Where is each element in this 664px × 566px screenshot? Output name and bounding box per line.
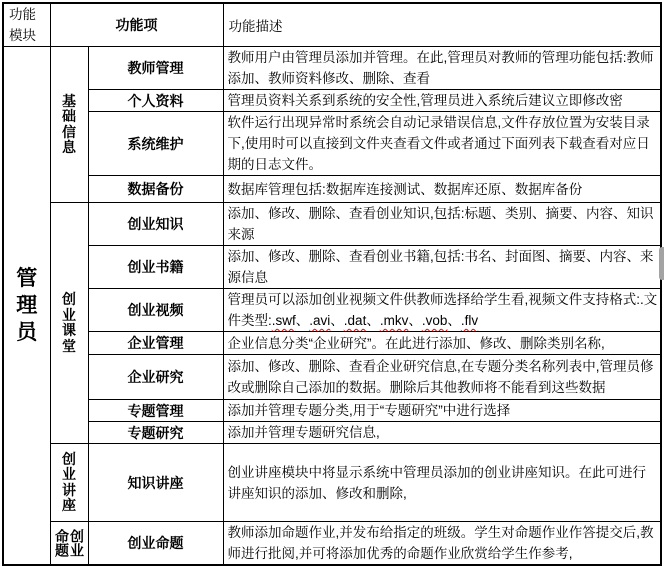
file-extension-swf: .swf — [271, 313, 296, 328]
header-cell-item — [50, 3, 223, 47]
row-teacher-management — [3, 47, 661, 90]
extension-separator: 、 — [408, 313, 422, 328]
module-cell-admin — [3, 47, 50, 566]
row-system-maintenance — [3, 112, 661, 176]
item-teacher-management: 教师管理 — [88, 47, 223, 90]
item-entrepreneurship-books: 创业书籍 — [88, 246, 223, 289]
file-extension-vob: .vob — [421, 313, 448, 328]
scrollbar-thumb[interactable] — [659, 247, 664, 280]
extension-separator: 、 — [330, 313, 344, 328]
video-desc-prefix: 管理员可以添加创业视频文件供教师选择给学生看,视频文件支持格式:.文件类型: — [227, 292, 658, 328]
row-entrepreneurship-knowledge — [3, 203, 661, 246]
group-cell-entrepreneurship-classroom — [50, 203, 88, 444]
item-enterprise-research: 企业研究 — [88, 355, 223, 400]
file-extension-mkv: .mkv — [379, 313, 409, 328]
desc-enterprise-research: 添加、修改、删除、查看企业研究信息,在专题分类名称列表中,管理员修改或删除自己添加的数据。删除后其他教师将不能看到这些数据 — [223, 355, 661, 400]
desc-entrepreneurship-videos — [223, 289, 661, 332]
item-entrepreneurship-videos: 创业视频 — [88, 289, 223, 332]
row-enterprise-management — [3, 332, 661, 355]
file-extension-avi: .avi — [309, 313, 331, 328]
row-entrepreneurship-assignments — [3, 522, 661, 566]
file-extension-flv: .flv — [460, 313, 479, 328]
extension-separator: 、 — [295, 313, 310, 328]
desc-entrepreneurship-knowledge: 添加、修改、删除、查看创业知识,包括:标题、类别、摘要、内容、知识来源 — [223, 203, 661, 246]
desc-personal-profile: 管理员资料关系到系统的安全性,管理员进入系统后建议立即修改密 — [223, 90, 661, 112]
desc-knowledge-lectures: 创业讲座模块中将显示系统中管理员添加的创业讲座知识。在此可进行讲座知识的添加、修改和删除, — [223, 444, 661, 522]
desc-enterprise-management: 企业信息分类“企业研究”。在此进行添加、修改、删除类别名称, — [223, 332, 661, 355]
desc-topic-management: 添加并管理专题分类,用于“专题研究”中进行选择 — [223, 400, 661, 422]
row-entrepreneurship-books — [3, 246, 661, 289]
row-data-backup — [3, 176, 661, 203]
header-row — [3, 3, 661, 47]
group-label-entrepreneurship-classroom: 创业课堂 — [62, 291, 76, 354]
header-item-label: 功能项 — [115, 17, 158, 33]
item-personal-profile: 个人资料 — [88, 90, 223, 112]
group-cell-entrepreneurship-assignment — [50, 522, 88, 566]
row-topic-management — [3, 400, 661, 422]
group-cell-entrepreneurship-lecture — [50, 444, 88, 522]
group-label-entrepreneurship-lecture: 创业讲座 — [62, 450, 76, 513]
desc-teacher-management: 教师用户由管理员添加并管理。在此,管理员对教师的管理功能包括:教师添加、教师资料修改、删除、查看 — [223, 47, 661, 90]
file-extension-dat: .dat — [343, 313, 367, 328]
item-entrepreneurship-assignments: 创业命题 — [88, 522, 223, 566]
desc-system-maintenance: 软件运行出现异常时系统会自动记录错误信息,文件存放位置为安装目录下,使用时可以直接到文件夹查看文件或者通过下面列表下载查看对应日期的日志文件。 — [223, 112, 661, 176]
row-enterprise-research — [3, 355, 661, 400]
row-entrepreneurship-videos — [3, 289, 661, 332]
row-personal-profile — [3, 90, 661, 112]
item-entrepreneurship-knowledge: 创业知识 — [88, 203, 223, 246]
header-description-label: 功能描述 — [228, 19, 283, 34]
row-topic-research — [3, 422, 661, 444]
extension-separator: 、 — [366, 313, 380, 328]
desc-data-backup: 数据库管理包括:数据库连接测试、数据库还原、数据库备份 — [223, 176, 661, 203]
function-module-table — [2, 2, 662, 566]
extension-separator: 、 — [447, 313, 461, 328]
header-cell-module — [3, 3, 50, 47]
desc-entrepreneurship-books: 添加、修改、删除、查看创业书籍,包括:书名、封面图、摘要、内容、来源信息 — [223, 246, 661, 289]
document-page — [0, 2, 664, 561]
desc-topic-research: 添加并管理专题研究信息, — [223, 422, 661, 444]
group-label-basic-info: 基础信息 — [62, 92, 76, 155]
item-data-backup: 数据备份 — [88, 176, 223, 203]
item-topic-management: 专题管理 — [88, 400, 223, 422]
module-label-admin: 管理员 — [16, 267, 38, 344]
header-cell-description — [223, 3, 661, 47]
row-knowledge-lectures — [3, 444, 661, 522]
header-module-label: 功能模块 — [9, 7, 36, 43]
desc-entrepreneurship-assignments: 教师添加命题作业,并发布给指定的班级。学生对命题作业作答提交后,教师进行批阅,并可将添加优秀的命题作业欣赏给学生作参考, — [223, 522, 661, 566]
group-cell-basic-info — [50, 47, 88, 203]
item-enterprise-management: 企业管理 — [88, 332, 223, 355]
item-system-maintenance: 系统维护 — [88, 112, 223, 176]
item-topic-research: 专题研究 — [88, 422, 223, 444]
item-knowledge-lectures: 知识讲座 — [88, 444, 223, 522]
group-label-entrepreneurship-assignment: 创业命题 — [54, 529, 85, 557]
